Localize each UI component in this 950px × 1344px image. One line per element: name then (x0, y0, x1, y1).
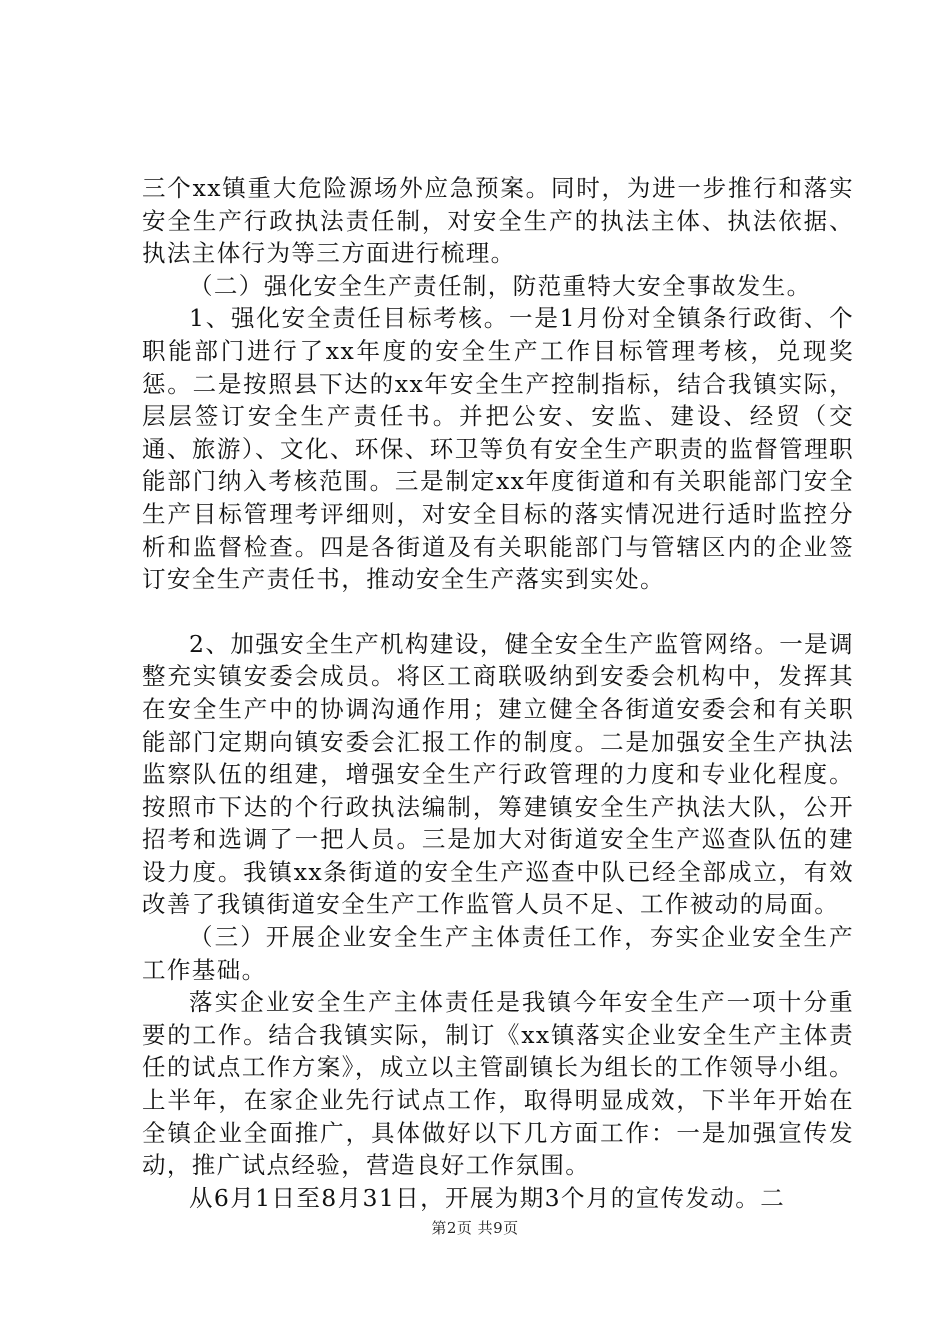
paragraph-continuation: 三个xx镇重大危险源场外应急预案。同时，为进一步推行和落实安全生产行政执法责任制，对安全生产的执法主体、执法依据、执法主体行为等三方面进行梳理。 (142, 174, 854, 268)
section-heading-2: （二）强化安全生产责任制，防范重特大安全事故发生。 (189, 271, 812, 300)
paragraph-item-1: 1、强化安全责任目标考核。一是1月份对全镇条行政街、个职能部门进行了xx年度的安全生产工作目标管理考核，兑现奖惩。二是按照县下达的xx年安全生产控制指标，结合我镇实际，层层签订安全生产责任书。并把公安、安监、建设、经贸（交通、旅游）、文化、环保、环卫等负有安全生产职责的监督管理职能部门纳入考核范围。三是制定xx年度街道和有关职能部门安全生产目标管理考评细则，对安全目标的落实情况进行适时监控分析和监督检查。四是各街道及有关职能部门与管辖区内的企业签订安全生产责任书，推动安全生产落实到实处。 (142, 304, 854, 594)
section-heading-3: （三）开展企业安全生产主体责任工作，夯实企业安全生产工作基础。 (142, 923, 854, 984)
paragraph-item-2: 2、加强安全生产机构建设，健全安全生产监管网络。一是调整充实镇安委会成员。将区工商联吸纳到安委会机构中，发挥其在安全生产中的协调沟通作用；建立健全各街道安委会和有关职能部门定期向镇安委会汇报工作的制度。二是加强安全生产执法监察队伍的组建，增强安全生产行政管理的力度和专业化程度。按照市下达的个行政执法编制，筹建镇安全生产执法大队，公开招考和选调了一把人员。三是加大对街道安全生产巡查队伍的建设力度。我镇xx条街道的安全生产巡查中队已经全部成立，有效改善了我镇街道安全生产工作监管人员不足、工作被动的局面。 (142, 629, 854, 919)
paragraph-body-cont: 从6月1日至8月31日，开展为期3个月的宣传发动。二 (189, 1183, 786, 1212)
body-text (142, 172, 854, 1214)
page-number: 第2页 共9页 (431, 1219, 519, 1237)
paragraph-body: 落实企业安全生产主体责任是我镇今年安全生产一项十分重要的工作。结合我镇实际，制订《xx镇落实企业安全生产主体责任的试点工作方案》，成立以主管副镇长为组长的工作领导小组。上半年，在家企业先行试点工作，取得明显成效，下半年开始在全镇企业全面推广，具体做好以下几方面工作：一是加强宣传发动，推广试点经验，营造良好工作氛围。 (142, 988, 854, 1180)
